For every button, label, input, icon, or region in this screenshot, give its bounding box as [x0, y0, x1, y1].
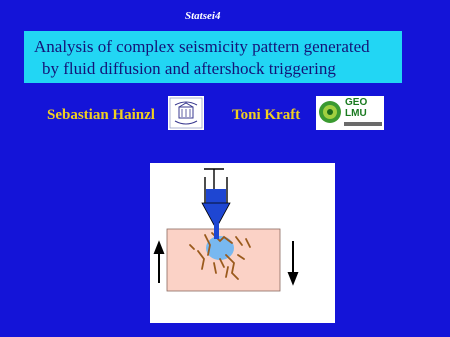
author-1: Sebastian Hainzl	[47, 107, 155, 123]
title-line-2: by fluid diffusion and aftershock triggering	[42, 59, 336, 78]
title-line-1: Analysis of complex seismicity pattern generated	[34, 37, 370, 56]
right-stress-arrow	[289, 241, 297, 283]
left-stress-arrow	[155, 243, 163, 283]
session-tag: Statsei4	[185, 10, 221, 22]
author-2: Toni Kraft	[232, 107, 301, 123]
fluid-injection-diagram	[150, 163, 335, 323]
lmu-logo-text: LMU	[345, 108, 367, 119]
title-box	[24, 31, 402, 83]
fluid-injector	[202, 169, 230, 239]
university-potsdam-logo	[168, 96, 204, 130]
geo-logo-text: GEO	[345, 97, 368, 108]
geo-lmu-logo	[316, 96, 384, 130]
